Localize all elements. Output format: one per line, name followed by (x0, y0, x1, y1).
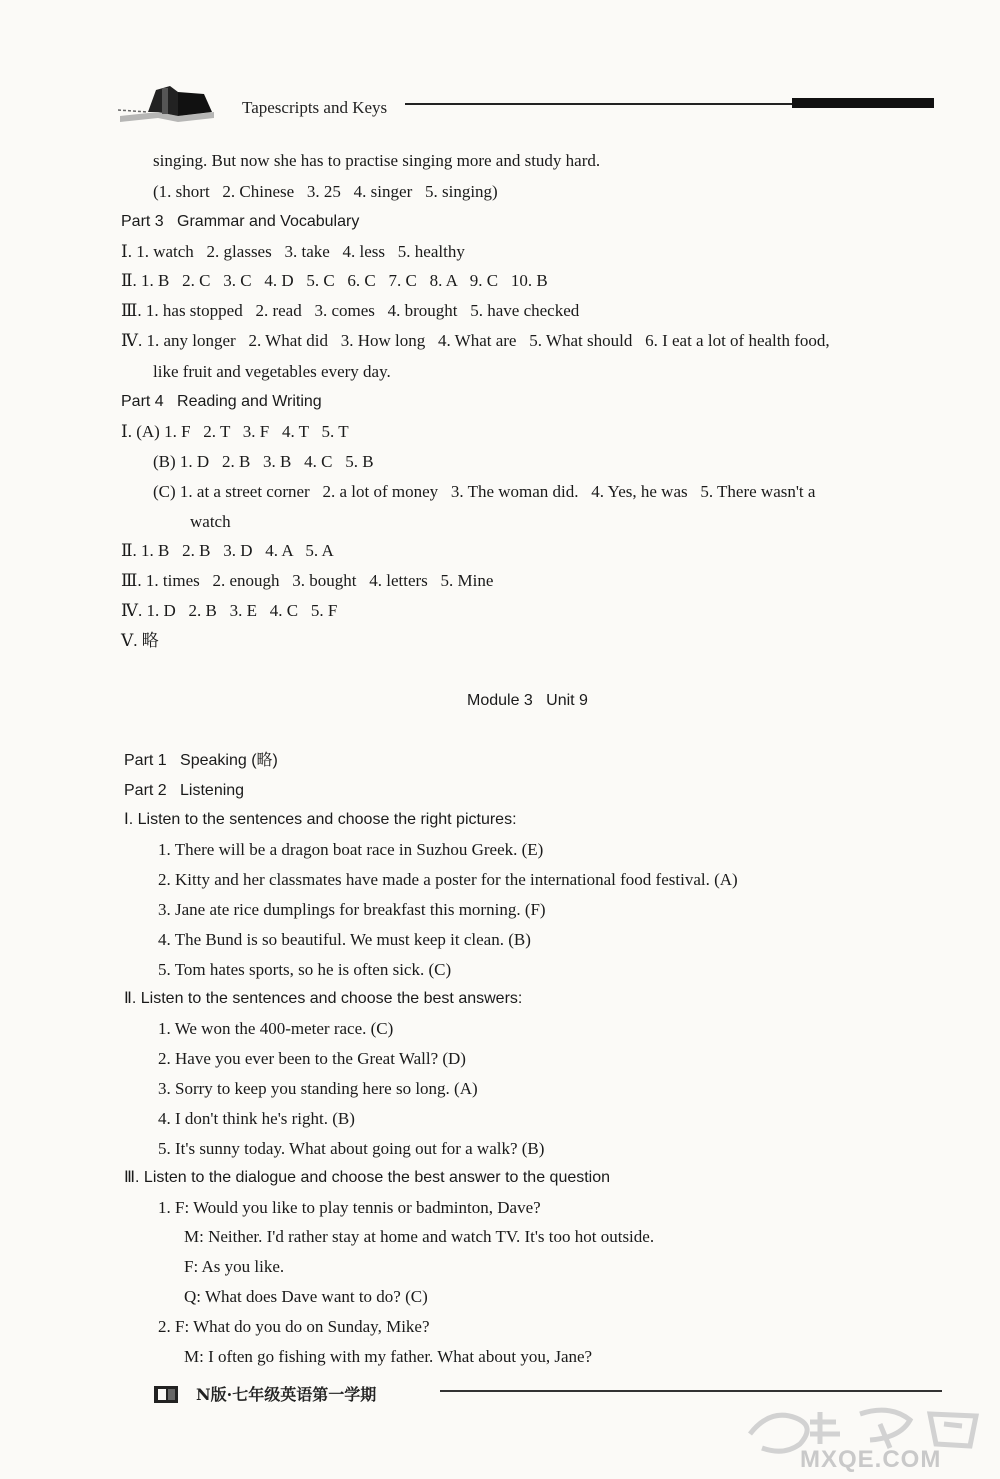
answer-line: Ⅴ. 略 (121, 631, 159, 650)
answer-line: Ⅳ. 1. any longer 2. What did 3. How long 4. What are 5. What should 6. I eat a lot of health food, (121, 331, 830, 350)
page-header (0, 0, 1000, 140)
section-heading: Module 3 Unit 9 (467, 692, 588, 709)
answer-line: M: I often go fishing with my father. What about you, Jane? (184, 1347, 593, 1366)
header-title: Tapescripts and Keys (242, 98, 388, 117)
answer-line: 5. It's sunny today. What about going out for a walk? (B) (158, 1139, 545, 1158)
answer-line: 1. There will be a dragon boat race in Suzhou Greek. (E) (158, 840, 544, 859)
section-heading: Part 1 Speaking (略) (124, 752, 278, 769)
answer-line: (B) 1. D 2. B 3. B 4. C 5. B (153, 452, 374, 471)
answer-line: F: As you like. (184, 1257, 285, 1276)
section-heading: Ⅱ. Listen to the sentences and choose the best answers: (124, 990, 523, 1007)
section-heading: Part 4 Reading and Writing (121, 393, 322, 410)
answer-line: (C) 1. at a street corner 2. a lot of money 3. The woman did. 4. Yes, he was 5. There wasn't a (153, 482, 816, 501)
answer-line: 3. Sorry to keep you standing here so long. (A) (158, 1079, 478, 1098)
answer-line: like fruit and vegetables every day. (153, 362, 391, 381)
answer-line: 4. The Bund is so beautiful. We must keep it clean. (B) (158, 930, 531, 949)
answer-line: 1. F: Would you like to play tennis or badminton, Dave? (158, 1198, 541, 1217)
footer-rule (440, 1390, 942, 1392)
header-rule (405, 103, 795, 105)
footer-book-icon (152, 1383, 180, 1405)
answer-line: Ⅲ. 1. has stopped 2. read 3. comes 4. brought 5. have checked (121, 301, 580, 320)
answer-line: Ⅱ. 1. B 2. C 3. C 4. D 5. C 6. C 7. C 8. A 9. C 10. B (121, 271, 548, 290)
section-heading: Part 2 Listening (124, 782, 245, 799)
footer-page-label: N版·七年级英语第一学期 (196, 1385, 377, 1404)
answer-line: 5. Tom hates sports, so he is often sick. (C) (158, 960, 452, 979)
answer-line: watch (190, 512, 231, 531)
answer-line: (1. short 2. Chinese 3. 25 4. singer 5. singing) (153, 182, 498, 201)
answer-line: 2. Kitty and her classmates have made a poster for the international food festival. (A) (158, 870, 738, 889)
section-heading: Ⅰ. Listen to the sentences and choose the right pictures: (124, 811, 517, 828)
answer-line: 2. Have you ever been to the Great Wall? (D) (158, 1049, 466, 1068)
answer-line: Ⅲ. 1. times 2. enough 3. bought 4. letters 5. Mine (121, 571, 494, 590)
header-bar (792, 98, 934, 108)
answer-line: Ⅰ. (A) 1. F 2. T 3. F 4. T 5. T (121, 422, 349, 441)
answer-line: Ⅳ. 1. D 2. B 3. E 4. C 5. F (121, 601, 338, 620)
watermark-text: MXQE.COM (800, 1446, 942, 1473)
answer-line: 3. Jane ate rice dumplings for breakfast this morning. (F) (158, 900, 546, 919)
answer-line: singing. But now she has to practise singing more and study hard. (153, 151, 601, 170)
books-logo-icon (118, 82, 218, 128)
answer-line: Ⅰ. 1. watch 2. glasses 3. take 4. less 5. healthy (121, 242, 465, 261)
answer-line: 2. F: What do you do on Sunday, Mike? (158, 1317, 430, 1336)
section-heading: Ⅲ. Listen to the dialogue and choose the best answer to the question (124, 1169, 611, 1186)
answer-line: 4. I don't think he's right. (B) (158, 1109, 355, 1128)
answer-line: Ⅱ. 1. B 2. B 3. D 4. A 5. A (121, 541, 334, 560)
answer-line: Q: What does Dave want to do? (C) (184, 1287, 428, 1306)
answer-line: M: Neither. I'd rather stay at home and watch TV. It's too hot outside. (184, 1227, 655, 1246)
section-heading: Part 3 Grammar and Vocabulary (121, 213, 360, 230)
answer-line: 1. We won the 400-meter race. (C) (158, 1019, 394, 1038)
